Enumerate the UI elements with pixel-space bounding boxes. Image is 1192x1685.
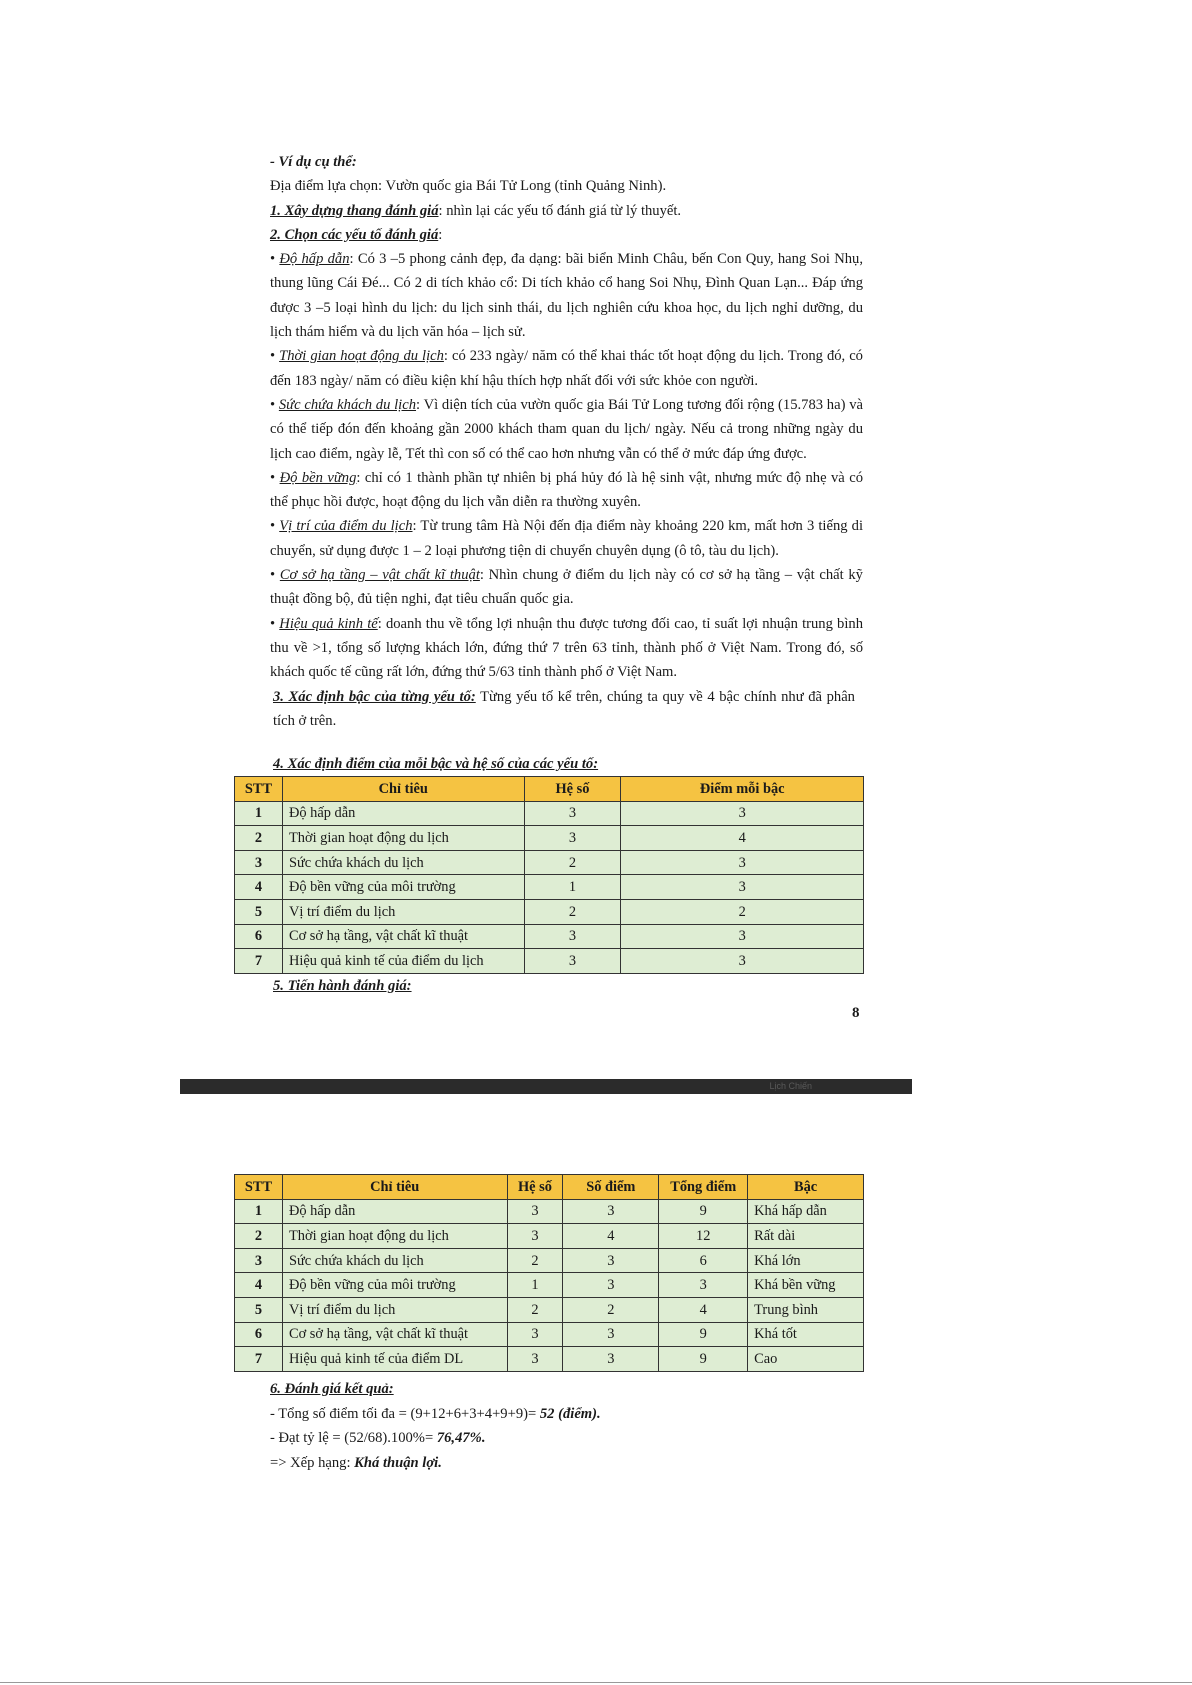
step3-text: Từng yếu tố kể trên, chúng ta quy về 4 bậc chính như đã phân tích ở trên.: [273, 688, 855, 729]
cell-total: 3: [659, 1273, 748, 1298]
bullet-3: [233, 393, 863, 466]
cell-criteria: Độ hấp dẫn: [282, 1199, 507, 1224]
cell-stt: 3: [235, 850, 283, 875]
table-row: [235, 1322, 864, 1347]
divider-text: Lịch Chiến: [769, 1081, 812, 1091]
cell-criteria: Sức chứa khách du lịch: [282, 1248, 507, 1273]
cell-criteria: Độ bền vững của môi trường: [282, 1273, 507, 1298]
cell-stt: 6: [235, 1322, 283, 1347]
total-line: [270, 1402, 601, 1427]
cell-criteria: Cơ sở hạ tầng, vật chất kĩ thuật: [282, 1322, 507, 1347]
cell-total: 6: [659, 1248, 748, 1273]
cell-coefficient: 3: [507, 1347, 563, 1372]
step4-title: 4. Xác định điểm của mỗi bậc và hệ số của các yếu tố:: [273, 756, 599, 772]
col-header-coefficient: Hệ số: [507, 1175, 563, 1200]
cell-score: 3: [563, 1347, 659, 1372]
bullet-dot: •: [270, 518, 276, 535]
cell-coefficient: 2: [507, 1297, 563, 1322]
cell-score: 3: [563, 1322, 659, 1347]
cell-score: 3: [563, 1199, 659, 1224]
factor-score-table: [234, 776, 864, 974]
table-header-row: [235, 777, 864, 802]
table-row: [235, 1273, 864, 1298]
cell-stt: 1: [235, 1199, 283, 1224]
example-heading: - Ví dụ cụ thể:: [270, 154, 357, 170]
cell-criteria: Thời gian hoạt động du lịch: [282, 826, 524, 851]
table-row: [235, 949, 864, 974]
cell-points: 3: [621, 850, 864, 875]
cell-coefficient: 3: [507, 1322, 563, 1347]
cell-stt: 3: [235, 1248, 283, 1273]
page-divider: [180, 1079, 912, 1094]
bullet-1-text: : Có 3 –5 phong cảnh đẹp, đa dạng: bãi biển Minh Châu, bến Con Quy, hang Soi Nhụ, thung lũng Cái Đé... Có 2 di tích khảo cổ: Di tích khảo cổ hang Soi Nhụ, Đình Quan Lạn... Đáp ứng được 3 –5 loại hình du lịch: du lịch sinh thái, du lịch nghiên cứu khoa học, du lịch nghỉ dưỡng, du lịch thám hiểm và du lịch văn hóa – lịch sử.: [270, 251, 863, 341]
cell-criteria: Độ bền vững của môi trường: [282, 875, 524, 900]
table-row: [235, 1347, 864, 1372]
cell-stt: 2: [235, 1224, 283, 1249]
cell-total: 12: [659, 1224, 748, 1249]
bullet-4-label: Độ bền vững: [279, 469, 357, 486]
table-header-row: [235, 1175, 864, 1200]
bullet-dot: •: [270, 567, 276, 584]
cell-criteria: Cơ sở hạ tầng, vật chất kĩ thuật: [282, 924, 524, 949]
bullet-dot: •: [270, 396, 276, 413]
page2-results: [270, 1377, 601, 1475]
cell-criteria: Độ hấp dẫn: [282, 801, 524, 826]
step3: [233, 685, 863, 734]
step3-title: 3. Xác định bậc của từng yếu tố:: [273, 688, 476, 705]
cell-coefficient: 1: [524, 875, 621, 900]
step1: [233, 199, 863, 223]
cell-coefficient: 3: [507, 1199, 563, 1224]
step1-title: 1. Xây dựng thang đánh giá: [270, 202, 439, 219]
table-row: [235, 850, 864, 875]
rank-line: [270, 1451, 601, 1476]
bullet-3-label: Sức chứa khách du lịch: [278, 396, 417, 413]
col-header-coefficient: Hệ số: [524, 777, 621, 802]
cell-coefficient: 2: [507, 1248, 563, 1273]
cell-points: 2: [621, 899, 864, 924]
cell-total: 9: [659, 1199, 748, 1224]
cell-criteria: Sức chứa khách du lịch: [282, 850, 524, 875]
location-line: Địa điểm lựa chọn: Vườn quốc gia Bái Tử Long (tỉnh Quảng Ninh).: [270, 178, 667, 195]
page-number: 8: [852, 1005, 860, 1021]
cell-level: Khá hấp dẫn: [748, 1199, 864, 1224]
table-row: [235, 1199, 864, 1224]
cell-coefficient: 3: [507, 1224, 563, 1249]
table-row: [235, 801, 864, 826]
bullet-dot: •: [270, 615, 276, 632]
cell-points: 3: [621, 924, 864, 949]
cell-coefficient: 1: [507, 1273, 563, 1298]
col-header-stt: STT: [235, 777, 283, 802]
cell-score: 3: [563, 1273, 659, 1298]
bullet-2-text: : có 233 ngày/ năm có thể khai thác tốt hoạt động du lịch. Trong đó, có đến 183 ngày/ năm có điều kiện khí hậu thích hợp nhất đối với sức khỏe con người.: [270, 348, 863, 389]
step2-colon: :: [438, 226, 443, 243]
cell-stt: 4: [235, 875, 283, 900]
table-row: [235, 1297, 864, 1322]
cell-coefficient: 3: [524, 801, 621, 826]
bullet-6: [233, 563, 863, 612]
ratio-prefix: - Đạt tỷ lệ = (52/68).100%=: [270, 1430, 437, 1447]
cell-criteria: Hiệu quả kinh tế của điểm DL: [282, 1347, 507, 1372]
rank-prefix: => Xếp hạng:: [270, 1454, 355, 1471]
cell-stt: 5: [235, 899, 283, 924]
cell-stt: 7: [235, 1347, 283, 1372]
ratio-line: [270, 1426, 601, 1451]
col-header-criteria: Chỉ tiêu: [282, 777, 524, 802]
cell-total: 9: [659, 1347, 748, 1372]
bullet-5-label: Vị trí của điểm du lịch: [279, 518, 413, 535]
cell-total: 9: [659, 1322, 748, 1347]
step1-text: : nhìn lại các yếu tố đánh giá từ lý thuyết.: [438, 202, 682, 219]
cell-level: Khá tốt: [748, 1322, 864, 1347]
cell-coefficient: 3: [524, 949, 621, 974]
cell-points: 3: [621, 801, 864, 826]
col-header-score: Số điểm: [563, 1175, 659, 1200]
cell-criteria: Thời gian hoạt động du lịch: [282, 1224, 507, 1249]
cell-score: 4: [563, 1224, 659, 1249]
bullet-7-text: : doanh thu về tổng lợi nhuận thu được tương đối cao, tỉ suất lợi nhuận trung bình thu về >1, tổng số lượng khách lớn, đứng thứ 7 trên 63 tỉnh, thành phố ở Việt Nam. Trong đó, số khách quốc tế cũng rất lớn, đứng thứ 5/63 tỉnh thành phố ở Việt Nam.: [270, 615, 863, 681]
bullet-4-text: : chỉ có 1 thành phần tự nhiên bị phá hủy đó là hệ sinh vật, nhưng mức độ nhẹ và có thể phục hồi được, hoạt động du lịch vẫn diễn ra thường xuyên.: [270, 469, 863, 511]
bullet-7-label: Hiệu quả kinh tế: [279, 615, 378, 632]
rank-value: Khá thuận lợi.: [354, 1454, 442, 1471]
bullet-1: [233, 247, 863, 344]
bullet-dot: •: [270, 348, 276, 365]
step2-title: 2. Chọn các yếu tố đánh giá: [270, 226, 439, 243]
col-header-criteria: Chỉ tiêu: [282, 1175, 507, 1200]
cell-level: Khá lớn: [748, 1248, 864, 1273]
bullet-2-label: Thời gian hoạt động du lịch: [279, 348, 444, 365]
table-row: [235, 924, 864, 949]
bullet-dot: •: [270, 251, 276, 268]
cell-level: Trung bình: [748, 1297, 864, 1322]
table-row: [235, 875, 864, 900]
page1-text: [233, 150, 863, 733]
step5-title: 5. Tiến hành đánh giá:: [273, 978, 412, 994]
cell-level: Rất dài: [748, 1224, 864, 1249]
bullet-5: [233, 514, 863, 563]
table-row: [235, 1224, 864, 1249]
bullet-dot: •: [270, 469, 276, 486]
step2: [233, 223, 863, 247]
cell-level: Khá bền vững: [748, 1273, 864, 1298]
cell-level: Cao: [748, 1347, 864, 1372]
cell-stt: 2: [235, 826, 283, 851]
cell-criteria: Hiệu quả kinh tế của điểm du lịch: [282, 949, 524, 974]
total-prefix: - Tổng số điểm tối đa = (9+12+6+3+4+9+9)=: [270, 1405, 540, 1422]
table-row: [235, 826, 864, 851]
cell-criteria: Vị trí điểm du lịch: [282, 899, 524, 924]
cell-stt: 1: [235, 801, 283, 826]
bullet-2: [233, 344, 863, 393]
bullet-7: [233, 612, 863, 685]
bullet-5-text: : Từ trung tâm Hà Nội đến địa điểm này khoảng 220 km, mất hơn 3 tiếng di chuyển, sử dụng được 1 – 2 loại phương tiện di chuyển chuyên dụng (ô tô, tàu du lịch).: [270, 518, 864, 559]
cell-criteria: Vị trí điểm du lịch: [282, 1297, 507, 1322]
cell-coefficient: 2: [524, 899, 621, 924]
ratio-value: 76,47%.: [436, 1430, 486, 1447]
cell-stt: 4: [235, 1273, 283, 1298]
step6-title: 6. Đánh giá kết quả:: [270, 1381, 394, 1397]
bullet-6-text: : Nhìn chung ở điểm du lịch này có cơ sở hạ tầng – vật chất kỹ thuật đồng bộ, đủ tiện nghi, đạt tiêu chuẩn quốc gia.: [270, 567, 863, 608]
cell-points: 3: [621, 875, 864, 900]
cell-stt: 7: [235, 949, 283, 974]
cell-total: 4: [659, 1297, 748, 1322]
col-header-level: Bậc: [748, 1175, 864, 1200]
total-value: 52 (điểm).: [539, 1405, 601, 1422]
bullet-6-label: Cơ sở hạ tầng – vật chất kĩ thuật: [279, 567, 480, 584]
cell-coefficient: 2: [524, 850, 621, 875]
bottom-rule: [0, 1682, 1192, 1683]
cell-points: 3: [621, 949, 864, 974]
bullet-1-label: Độ hấp dẫn: [279, 251, 350, 268]
cell-stt: 6: [235, 924, 283, 949]
cell-stt: 5: [235, 1297, 283, 1322]
cell-points: 4: [621, 826, 864, 851]
cell-score: 3: [563, 1248, 659, 1273]
col-header-points-per-level: Điểm mỗi bậc: [621, 777, 864, 802]
bullet-4: [233, 466, 863, 515]
cell-coefficient: 3: [524, 924, 621, 949]
cell-coefficient: 3: [524, 826, 621, 851]
table-row: [235, 899, 864, 924]
table-row: [235, 1248, 864, 1273]
cell-score: 2: [563, 1297, 659, 1322]
col-header-total: Tổng điểm: [659, 1175, 748, 1200]
col-header-stt: STT: [235, 1175, 283, 1200]
bullet-3-text: : Vì diện tích của vườn quốc gia Bái Tử Long tương đối rộng (15.783 ha) và có thể tiếp đón đến khoảng gần 2000 khách tham quan du lịch/ ngày. Nếu cả trong những ngày du lịch cao điểm, ngày lễ, Tết thì con số có thể cao hơn nhưng vẫn có thể ở mức đáp ứng được.: [270, 396, 863, 462]
evaluation-table: [234, 1174, 864, 1372]
